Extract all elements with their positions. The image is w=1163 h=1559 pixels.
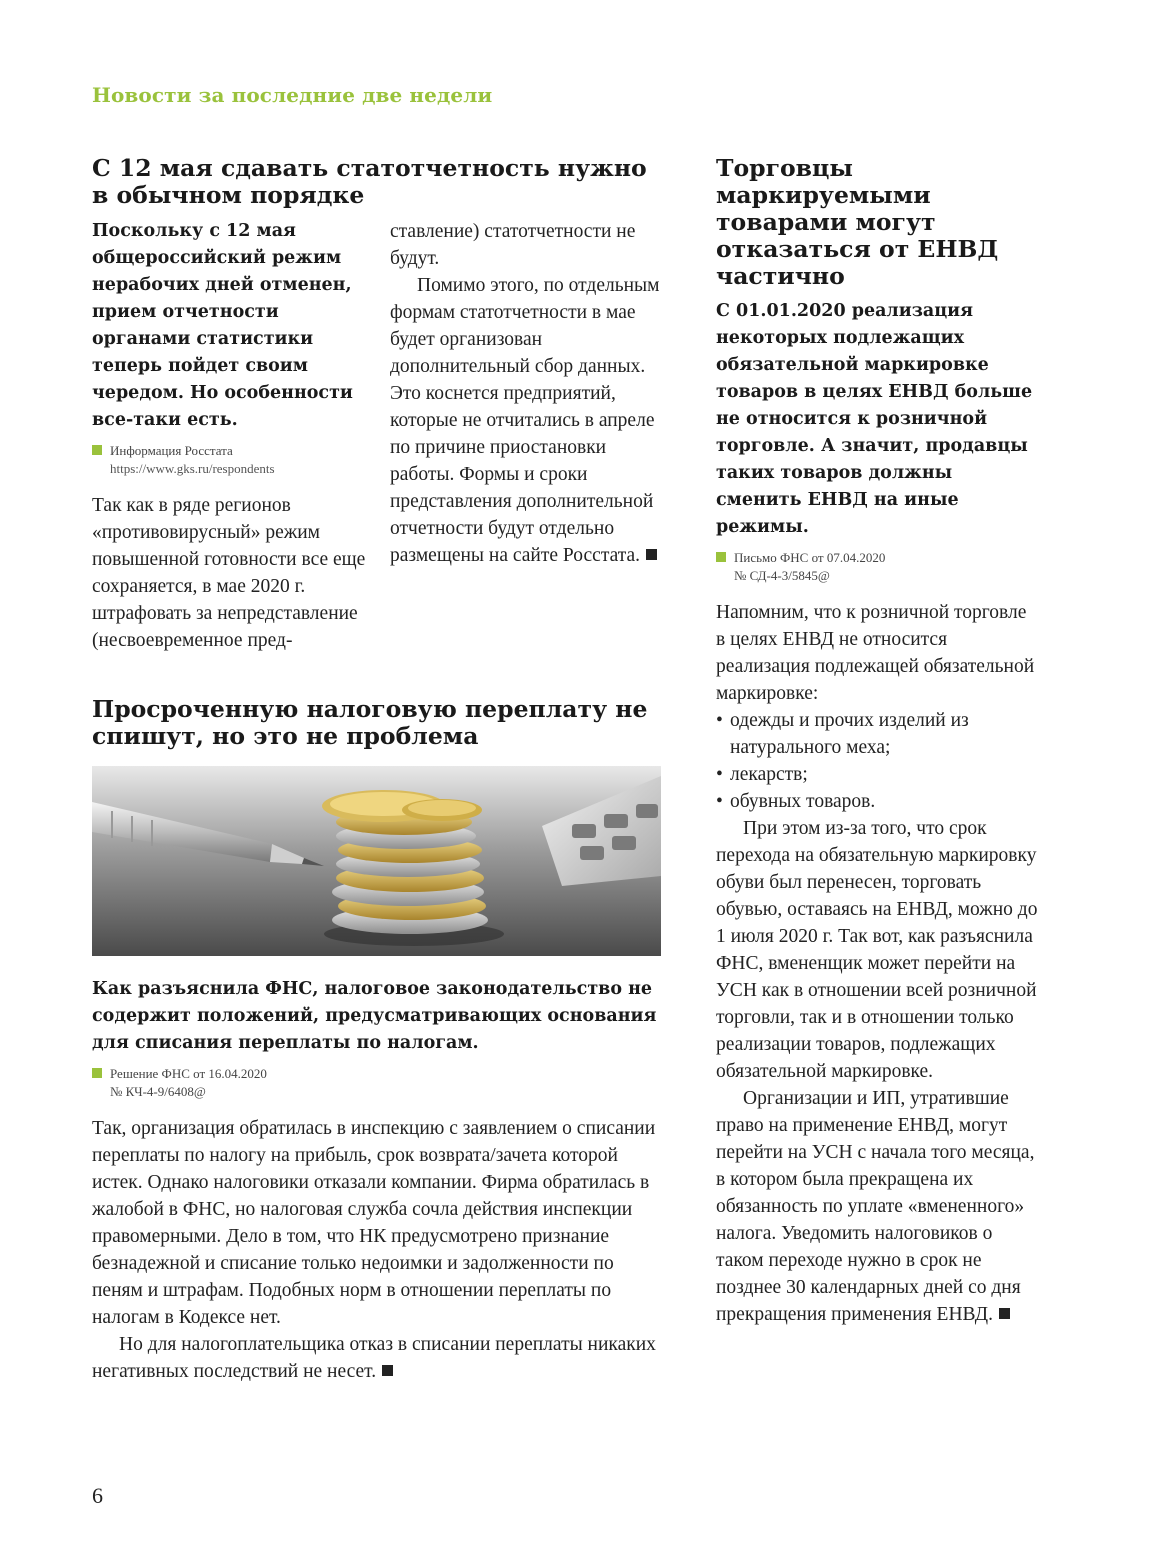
list-item: • одежды и прочих изделий из натурального меха; xyxy=(716,707,1038,761)
article3-bullet-list xyxy=(716,707,1038,815)
article2-lead: Как разъяснила ФНС, налоговое законодательство не содержит положений, предусматривающих основания для списания переплаты по налогам. xyxy=(92,979,657,1053)
article1-source-link[interactable]: https://www.gks.ru/respondents xyxy=(110,461,275,476)
article1-col1-text: Так как в ряде регионов «противовирусный» режим повышенной готовности все еще сохраняется, в мае 2020 г. штрафовать за непредставление (несвоевременное пред- xyxy=(92,495,366,651)
article3-content xyxy=(716,298,1038,1328)
article1-title: С 12 мая сдавать статотчетность нужно в обычном порядке xyxy=(92,154,647,209)
end-mark-icon xyxy=(646,549,657,560)
page-number: 6 xyxy=(92,1483,103,1508)
source-marker-icon xyxy=(92,1068,102,1078)
article3-source xyxy=(716,549,1038,585)
coins-photo xyxy=(92,766,661,956)
article3-p3: Организации и ИП, утратившие право на применение ЕНВД, могут перейти на УСН с начала того месяца, в котором была прекращена их обязанность по уплате «вмененного» налога. Уведомить налоговиков о таком переходе нужно в срок не позднее 30 календарных дней со дня прекращения применения ЕНВД. xyxy=(716,1088,1035,1325)
article3-source-line2: № СД-4-3/5845@ xyxy=(734,568,830,583)
end-mark-icon xyxy=(999,1308,1010,1319)
source-marker-icon xyxy=(92,445,102,455)
article2-image xyxy=(92,766,661,956)
list-item: • обувных товаров. xyxy=(716,788,1038,815)
article1-source-label: Информация Росстата xyxy=(110,443,233,458)
list-item: • лекарств; xyxy=(716,761,1038,788)
article1-source xyxy=(92,442,368,478)
article1-col2-p2: Помимо этого, по отдельным формам статотчетности в мае будет организован дополнительный сбор данных. Это коснется предприятий, которые не отчитались в апреле по причине приостановки работы. Формы и сроки представления дополнительной отчетности будут отдельно размещены на сайте Росстата. xyxy=(390,275,660,566)
article2-source-line2: № КЧ-4-9/6408@ xyxy=(110,1084,206,1099)
article3-p2: При этом из-за того, что срок перехода на обязательную маркировку обуви был перенесен, торговать обувью, оставаясь на ЕНВД, можно до 1 июля 2020 г. Так вот, как разъяснила ФНС, вмененщик может перейти на УСН как в отношении всей розничной торговли, так и в отношении только реализации товаров, подлежащих обязательной маркировке. xyxy=(716,818,1038,1082)
source-marker-icon xyxy=(716,552,726,562)
article1-col2-p1: ставление) статотчетности не будут. xyxy=(390,221,636,269)
article3-lead: С 01.01.2020 реализация некоторых подлежащих обязательной маркировке товаров в целях ЕНВД больше не относится к розничной торговле. А значит, продавцы таких товаров должны сменить ЕНВД на иные режимы. xyxy=(716,301,1033,537)
article3-intro: Напомним, что к розничной торговле в целях ЕНВД не относится реализация подлежащей обязательной маркировке: xyxy=(716,602,1035,704)
article2-title: Просроченную налоговую переплату не спишут, но это не проблема xyxy=(92,695,648,750)
article3-source-line1: Письмо ФНС от 07.04.2020 xyxy=(734,550,886,565)
article3-title: Торговцы маркируемыми товарами могут отказаться от ЕНВД частично xyxy=(716,154,999,290)
article2-body xyxy=(92,1115,661,1385)
article2-p1: Так, организация обратилась в инспекцию с заявлением о списании переплаты по налогу на прибыль, срок возврата/зачета которой истек. Однако налоговики отказали компании. Фирма обратилась в жалобой в ФНС, но налоговая служба сочла действия инспекции правомерными. Дело в том, что НК предусмотрено признание безнадежной и списание только недоимки и задолженности по пеням и штрафам. Подобных норм в отношении переплаты по налогам в Кодексе нет. xyxy=(92,1118,656,1328)
article1-col1-body xyxy=(92,492,368,654)
article2-source xyxy=(92,1065,661,1101)
end-mark-icon xyxy=(382,1365,393,1376)
article1-left-column xyxy=(92,218,368,654)
article1-lead: Поскольку с 12 мая общероссийский режим нерабочих дней отменен, прием отчетности органами статистики теперь пойдет своим чередом. Но особенности все-таки есть. xyxy=(92,221,353,430)
article3-body xyxy=(716,599,1038,1328)
article2-p2: Но для налогоплательщика отказ в списании переплаты никаких негативных последствий не несет. xyxy=(92,1334,656,1382)
article2-content xyxy=(92,976,661,1385)
article2-source-line1: Решение ФНС от 16.04.2020 xyxy=(110,1066,267,1081)
article1-right-column xyxy=(390,218,666,569)
section-header: Новости за последние две недели xyxy=(92,83,493,107)
